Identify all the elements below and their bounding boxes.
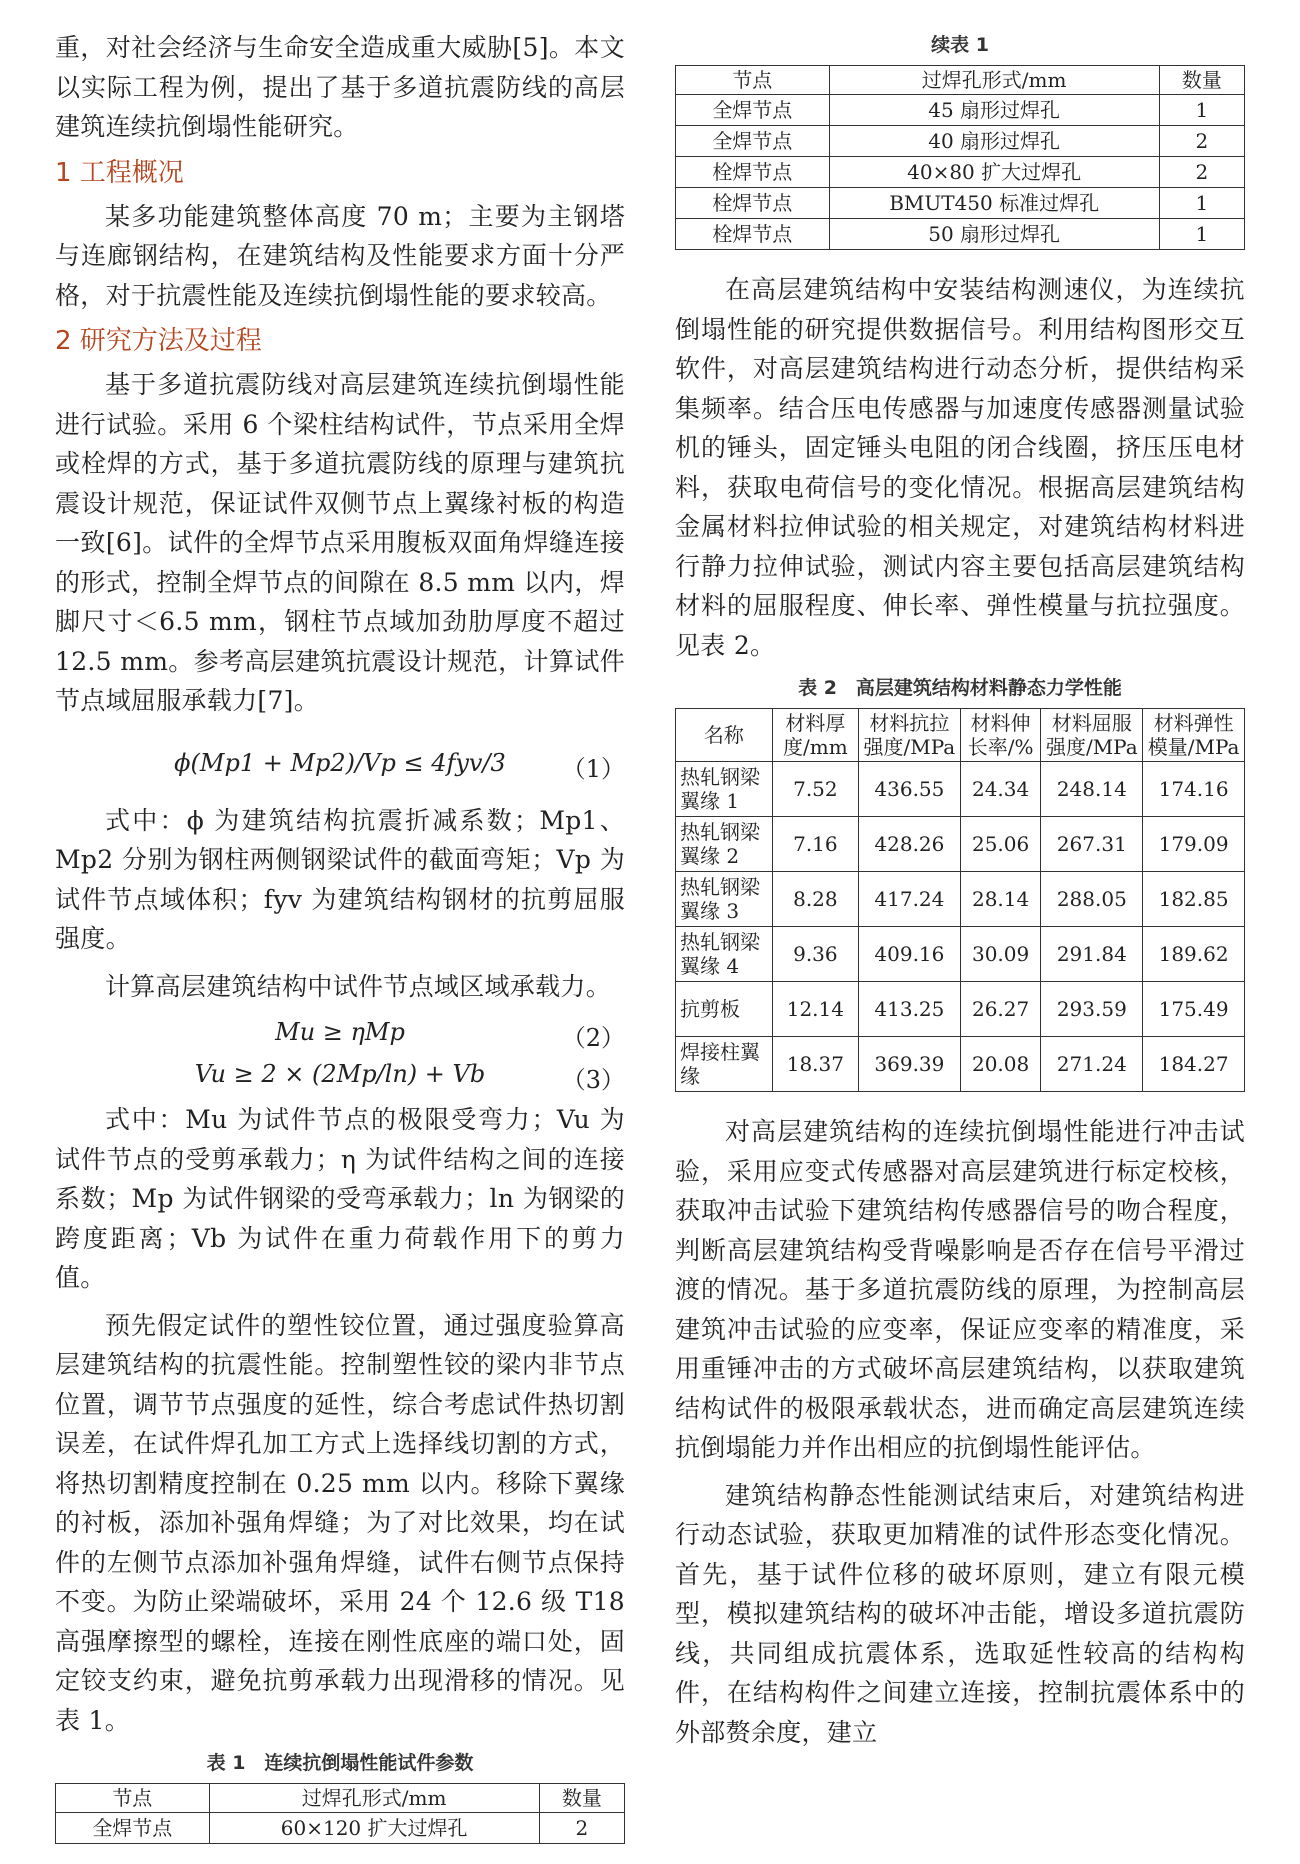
right-column xyxy=(675,28,1245,1760)
section-heading-1: 1 工程概况 xyxy=(55,157,184,188)
table-row xyxy=(676,95,1245,126)
paragraph-formula-1-explanation: 式中：ϕ 为建筑结构抗震折减系数；Mp1、Mp2 分别为钢柱两侧钢梁试件的截面弯矩；Vp 为试件节点域体积；fyv 为建筑结构钢材的抗剪屈服强度。 xyxy=(55,805,625,953)
table-header-row xyxy=(676,709,1245,762)
section-heading-2: 2 研究方法及过程 xyxy=(55,326,262,356)
table-header-cell: 材料屈服强度/MPa xyxy=(1041,709,1143,762)
table-2-caption: 表 2 高层建筑结构材料静态力学性能 xyxy=(798,677,1122,699)
formula-2-number: （2） xyxy=(561,1024,625,1052)
formula-2 xyxy=(55,1014,625,1056)
table-cell: 8.28 xyxy=(772,872,858,927)
table-cell: 热轧钢梁翼缘 3 xyxy=(676,872,773,927)
table-header-row xyxy=(676,66,1245,95)
table-cell: 栓焊节点 xyxy=(676,157,830,188)
table-cell: 248.14 xyxy=(1041,762,1143,817)
formula-1-expression: ϕ(Mp1 + Mp2)/Vp ≤ 4fyv/3 xyxy=(174,748,506,777)
table-cell: 25.06 xyxy=(960,817,1041,872)
table-cell: 栓焊节点 xyxy=(676,219,830,250)
table-cell: 全焊节点 xyxy=(676,126,830,157)
table-cell: 1 xyxy=(1159,188,1244,219)
table-cell: 182.85 xyxy=(1143,872,1245,927)
table-row xyxy=(56,1813,625,1844)
table-cell: 293.59 xyxy=(1041,982,1143,1037)
paragraph-capacity: 计算高层建筑结构中试件节点域区域承载力。 xyxy=(105,971,612,1001)
table-header-cell: 名称 xyxy=(676,709,773,762)
table-row xyxy=(676,982,1245,1037)
table-cell: 2 xyxy=(1159,157,1244,188)
table-cell: 267.31 xyxy=(1041,817,1143,872)
table-cell: 40×80 扩大过焊孔 xyxy=(829,157,1159,188)
paragraph-project-overview: 某多功能建筑整体高度 70 m；主要为主钢塔与连廊钢结构，在建筑结构及性能要求方面十分严格，对于抗震性能及连续抗倒塌性能的要求较高。 xyxy=(55,201,625,310)
table-cell: 2 xyxy=(1159,126,1244,157)
paragraph-formula-explanation: 式中：Mu 为试件节点的极限受弯力；Vu 为试件节点的受剪承载力；η 为试件结构之间的连接系数；Mp 为试件钢梁的受弯承载力；ln 为钢梁的跨度距离；Vb 为试件在重力荷载作用下的剪力值。 xyxy=(55,1105,625,1292)
table-cell: 184.27 xyxy=(1143,1037,1245,1092)
table-header-row xyxy=(56,1784,625,1813)
table-cell: 28.14 xyxy=(960,872,1041,927)
table-1-continued-caption: 续表 1 xyxy=(931,34,989,56)
table-cell: 189.62 xyxy=(1143,927,1245,982)
table-cell: 271.24 xyxy=(1041,1037,1143,1092)
table-cell: 12.14 xyxy=(772,982,858,1037)
table-1 xyxy=(55,1783,625,1844)
table-1-continued xyxy=(675,65,1245,250)
table-cell: 40 扇形过焊孔 xyxy=(829,126,1159,157)
table-cell: 1 xyxy=(1159,95,1244,126)
table-cell: 288.05 xyxy=(1041,872,1143,927)
table-cell: 焊接柱翼缘 xyxy=(676,1037,773,1092)
table-row xyxy=(676,927,1245,982)
table-header-cell: 过焊孔形式/mm xyxy=(829,66,1159,95)
table-header-cell: 数量 xyxy=(539,1784,624,1813)
table-1-caption: 表 1 连续抗倒塌性能试件参数 xyxy=(206,1752,474,1774)
paragraph-dynamic-test: 建筑结构静态性能测试结束后，对建筑结构进行动态试验，获取更加精准的试件形态变化情况。首先，基于试件位移的破坏原则，建立有限元模型，模拟建筑结构的破坏冲击能，增设多道抗震防线，共同组成抗震体系，选取延性较高的结构构件，在结构构件之间建立连接，控制抗震体系中的外部赘余度，建立 xyxy=(675,1480,1245,1747)
table-header-cell: 材料抗拉强度/MPa xyxy=(859,709,961,762)
table-cell: 179.09 xyxy=(1143,817,1245,872)
paragraph-intro: 重，对社会经济与生命安全造成重大威胁[5]。本文以实际工程为例，提出了基于多道抗震防线的高层建筑连续抗倒塌性能研究。 xyxy=(55,33,625,141)
table-cell: 抗剪板 xyxy=(676,982,773,1037)
table-cell: 369.39 xyxy=(859,1037,961,1092)
table-row xyxy=(676,219,1245,250)
table-cell: 24.34 xyxy=(960,762,1041,817)
table-header-cell: 过焊孔形式/mm xyxy=(209,1784,539,1813)
table-cell: 45 扇形过焊孔 xyxy=(829,95,1159,126)
table-cell: 50 扇形过焊孔 xyxy=(829,219,1159,250)
table-row xyxy=(676,817,1245,872)
table-row xyxy=(676,188,1245,219)
table-cell: 175.49 xyxy=(1143,982,1245,1037)
paragraph-impact-test: 对高层建筑结构的连续抗倒塌性能进行冲击试验，采用应变式传感器对高层建筑进行标定校核，获取冲击试验下建筑结构传感器信号的吻合程度，判断高层建筑结构受背噪影响是否存在信号平滑过渡的情况。基于多道抗震防线的原理，为控制高层建筑冲击试验的应变率，保证应变率的精准度，采用重锤冲击的方式破坏高层建筑结构，以获取建筑结构试件的极限承载状态，进而确定高层建筑连续抗倒塌能力并作出相应的抗倒塌性能评估。 xyxy=(675,1117,1245,1462)
table-cell: 291.84 xyxy=(1041,927,1143,982)
table-2 xyxy=(675,708,1245,1092)
table-cell: 413.25 xyxy=(859,982,961,1037)
formula-1-number: （1） xyxy=(561,754,625,783)
table-header-cell: 数量 xyxy=(1159,66,1244,95)
table-cell: 18.37 xyxy=(772,1037,858,1092)
paragraph-plastic-hinge: 预先假定试件的塑性铰位置，通过强度验算高层建筑结构的抗震性能。控制塑性铰的梁内非节点位置，调节节点强度的延性，综合考虑试件热切割误差，在试件焊孔加工方式上选择线切割的方式，将热切割精度控制在 0.25 mm 以内。移除下翼缘的衬板，添加补强角焊缝；为了对比效果，均在试件的左侧节点添加补强角焊缝，试件右侧节点保持不变。为防止梁端破坏，采用 24 个 12.6 级 T18 高强摩擦型的螺栓，连接在刚性底座的端口处，固定铰支约束，避免抗剪承载力出现滑移的情况。见表 1。 xyxy=(55,1310,625,1735)
table-cell: 全焊节点 xyxy=(56,1813,210,1844)
table-cell: 30.09 xyxy=(960,927,1041,982)
table-cell: BMUT450 标准过焊孔 xyxy=(829,188,1159,219)
table-cell: 7.16 xyxy=(772,817,858,872)
table-cell: 热轧钢梁翼缘 4 xyxy=(676,927,773,982)
table-cell: 7.52 xyxy=(772,762,858,817)
table-row xyxy=(676,157,1245,188)
formula-2-expression: Mu ≥ ηMp xyxy=(275,1018,405,1046)
formula-3-expression: Vu ≥ 2 × (2Mp/ln) + Vb xyxy=(194,1060,486,1088)
table-header-cell: 节点 xyxy=(676,66,830,95)
table-row xyxy=(676,126,1245,157)
table-cell: 174.16 xyxy=(1143,762,1245,817)
table-cell: 热轧钢梁翼缘 1 xyxy=(676,762,773,817)
table-row xyxy=(676,762,1245,817)
table-header-cell: 材料厚度/mm xyxy=(772,709,858,762)
table-cell: 428.26 xyxy=(859,817,961,872)
table-cell: 1 xyxy=(1159,219,1244,250)
table-cell: 26.27 xyxy=(960,982,1041,1037)
paragraph-method: 基于多道抗震防线对高层建筑连续抗倒塌性能进行试验。采用 6 个梁柱结构试件，节点采用全焊或栓焊的方式，基于多道抗震防线的原理与建筑抗震设计规范，保证试件双侧节点上翼缘衬板的构造一致[6]。试件的全焊节点采用腹板双面角焊缝连接的形式，控制全焊节点的间隙在 8.5 mm 以内，焊脚尺寸＜6.5 mm，钢柱节点域加劲肋厚度不超过 12.5 mm。参考高层建筑抗震设计规范，计算试件节点域屈服承载力[7]。 xyxy=(55,370,625,715)
table-cell: 60×120 扩大过焊孔 xyxy=(209,1813,539,1844)
formula-3 xyxy=(55,1056,625,1100)
left-column xyxy=(55,28,625,1864)
formula-3-number: （3） xyxy=(561,1066,625,1094)
table-cell: 全焊节点 xyxy=(676,95,830,126)
table-cell: 20.08 xyxy=(960,1037,1041,1092)
table-cell: 409.16 xyxy=(859,927,961,982)
paragraph-sensors: 在高层建筑结构中安装结构测速仪，为连续抗倒塌性能的研究提供数据信号。利用结构图形交互软件，对高层建筑结构进行动态分析，提供结构采集频率。结合压电传感器与加速度传感器测量试验机的锤头，固定锤头电阻的闭合线圈，挤压压电材料，获取电荷信号的变化情况。根据高层建筑结构金属材料拉伸试验的相关规定，对建筑结构材料进行静力拉伸试验，测试内容主要包括高层建筑结构材料的屈服程度、伸长率、弹性模量与抗拉强度。见表 2。 xyxy=(675,275,1245,660)
table-cell: 436.55 xyxy=(859,762,961,817)
table-cell: 9.36 xyxy=(772,927,858,982)
table-header-cell: 材料伸长率/% xyxy=(960,709,1041,762)
table-cell: 2 xyxy=(539,1813,624,1844)
table-row xyxy=(676,1037,1245,1092)
table-cell: 417.24 xyxy=(859,872,961,927)
table-header-cell: 材料弹性模量/MPa xyxy=(1143,709,1245,762)
formula-1 xyxy=(55,729,625,801)
table-cell: 热轧钢梁翼缘 2 xyxy=(676,817,773,872)
table-cell: 栓焊节点 xyxy=(676,188,830,219)
table-header-cell: 节点 xyxy=(56,1784,210,1813)
table-row xyxy=(676,872,1245,927)
